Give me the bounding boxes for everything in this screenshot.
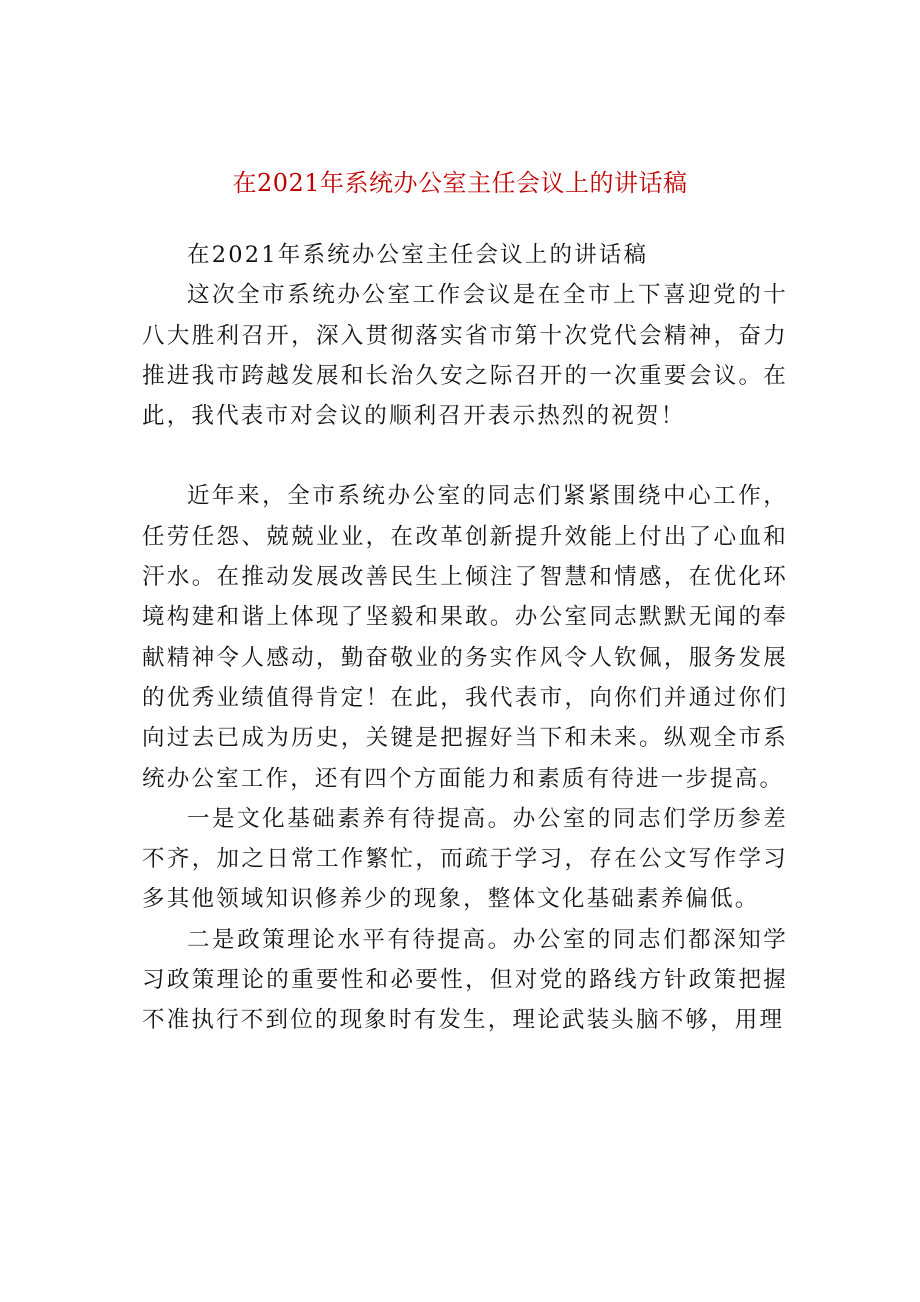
paragraph-point-one: 一是文化基础素养有待提高。办公室的同志们学历参差不齐，加之日常工作繁忙，而疏于学习，存在公文写作学习多其他领域知识修养少的现象，整体文化基础素养偏低。 xyxy=(142,805,788,913)
paragraph-opening: 这次全市系统办公室工作会议是在全市上下喜迎党的十八大胜利召开，深入贯彻落实省市第十次党代会精神，奋力推进我市跨越发展和长治久安之际召开的一次重要会议。在此，我代表市对会议的顺利召开表示热烈的祝贺！ xyxy=(142,282,788,430)
paragraph-point-two: 二是政策理论水平有待提高。办公室的同志们都深知学习政策理论的重要性和必要性，但对党的路线方针政策把握不准执行不到位的现象时有发生，理论武装头脑不够，用理 xyxy=(142,926,788,1034)
document-body xyxy=(142,235,788,1041)
paragraph-heading-repeat: 在2021年系统办公室主任会议上的讲话稿 xyxy=(187,242,649,268)
paragraph-recent-years: 近年来，全市系统办公室的同志们紧紧围绕中心工作，任劳任怨、兢兢业业，在改革创新提升效能上付出了心血和汗水。在推动发展改善民生上倾注了智慧和情感，在优化环境构建和谐上体现了坚毅和果敢。办公室同志默默无闻的奉献精神令人感动，勤奋敬业的务实作风令人钦佩，服务发展的优秀业绩值得肯定！在此，我代表市，向你们并通过你们向过去已成为历史，关键是把握好当下和未来。纵观全市系统办公室工作，还有四个方面能力和素质有待进一步提高。 xyxy=(142,483,788,792)
document-title: 在2021年系统办公室主任会议上的讲话稿 xyxy=(232,169,688,197)
